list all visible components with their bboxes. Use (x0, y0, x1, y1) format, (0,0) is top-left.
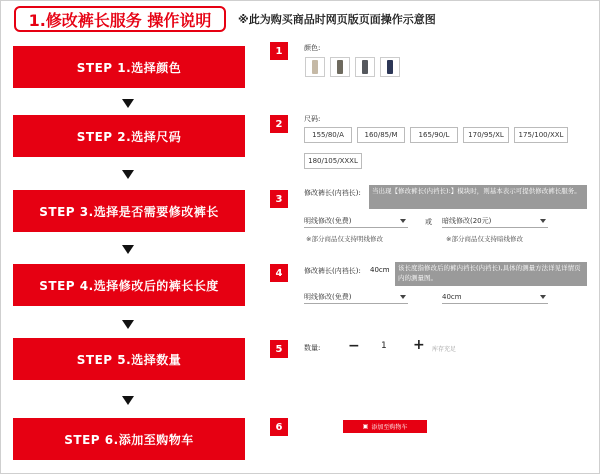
step-number-3: 3 (270, 190, 288, 208)
step-4-banner: STEP 4.选择修改后的裤长长度 (13, 264, 245, 306)
size-option[interactable]: 155/80/A (304, 127, 352, 143)
color-swatch-1[interactable] (305, 57, 325, 77)
size-option[interactable]: 180/105/XXXL (304, 153, 362, 169)
size-option[interactable]: 175/100/XXL (514, 127, 568, 143)
color-label: 颜色: (304, 44, 321, 52)
step-3-banner: STEP 3.选择是否需要修改裤长 (13, 190, 245, 232)
size-option[interactable]: 165/90/L (410, 127, 458, 143)
increase-button[interactable]: + (413, 337, 425, 353)
step-number-5: 5 (270, 340, 288, 358)
color-swatch-3[interactable] (355, 57, 375, 77)
cart-icon: ▣ (362, 423, 369, 430)
step-number-6: 6 (270, 418, 288, 436)
down-arrow-icon (122, 170, 134, 179)
chevron-down-icon (540, 219, 546, 223)
pants-icon (312, 60, 318, 74)
alter-select-left[interactable] (304, 214, 408, 228)
pants-icon (362, 60, 368, 74)
length-select-left[interactable] (304, 290, 408, 304)
step-number-1: 1 (270, 42, 288, 60)
stock-status: 库存充足 (432, 346, 457, 353)
step-number-2: 2 (270, 115, 288, 133)
size-option[interactable]: 160/85/M (357, 127, 405, 143)
decrease-button[interactable]: − (348, 338, 360, 354)
length-select-right-value: 40cm (442, 293, 462, 301)
pants-icon (337, 60, 343, 74)
add-to-cart-label: 添加至购物车 (371, 424, 408, 431)
length-label: 修改裤长(内裆长): (304, 267, 361, 275)
step-2-banner: STEP 2.选择尺码 (13, 115, 245, 157)
length-select-left-value: 明线修改(免费) (304, 293, 352, 301)
pants-icon (387, 60, 393, 74)
alter-label: 修改裤长(内裆长): (304, 189, 361, 197)
alter-select-right[interactable] (442, 214, 548, 228)
quantity-value[interactable]: 1 (381, 341, 387, 351)
down-arrow-icon (122, 320, 134, 329)
length-select-right[interactable] (442, 290, 548, 304)
size-label: 尺码: (304, 115, 321, 123)
add-to-cart-button[interactable] (343, 420, 427, 433)
alter-select-right-value: 暗线修改(20元) (442, 217, 492, 225)
step-5-banner: STEP 5.选择数量 (13, 338, 245, 380)
quantity-label: 数量: (304, 344, 321, 352)
color-swatch-4[interactable] (380, 57, 400, 77)
step-1-banner: STEP 1.选择颜色 (13, 46, 245, 88)
length-hint: 该长度指修改后的裤内裆长(内裆长),具体的测量方法详见详情页内的测量图。 (395, 262, 587, 286)
page-subtitle: ※此为购买商品时网页版页面操作示意图 (238, 13, 436, 26)
size-option[interactable]: 170/95/XL (463, 127, 509, 143)
step-number-4: 4 (270, 264, 288, 282)
color-swatch-2[interactable] (330, 57, 350, 77)
alter-note-left: ※部分商品仅支持明线修改 (306, 235, 383, 243)
page-title: 1.修改裤长服务 操作说明 (14, 6, 226, 32)
chevron-down-icon (540, 295, 546, 299)
alter-note-right: ※部分商品仅支持暗线修改 (446, 235, 523, 243)
alter-select-left-value: 明线修改(免费) (304, 217, 352, 225)
chevron-down-icon (400, 295, 406, 299)
down-arrow-icon (122, 396, 134, 405)
length-value: 40cm (370, 266, 390, 274)
down-arrow-icon (122, 245, 134, 254)
alter-hint: 当出现【修改裤长(内裆长):】模块时，则基本表示可提供修改裤长服务。 (369, 185, 587, 209)
or-label: 或 (425, 218, 432, 226)
chevron-down-icon (400, 219, 406, 223)
down-arrow-icon (122, 99, 134, 108)
step-6-banner: STEP 6.添加至购物车 (13, 418, 245, 460)
